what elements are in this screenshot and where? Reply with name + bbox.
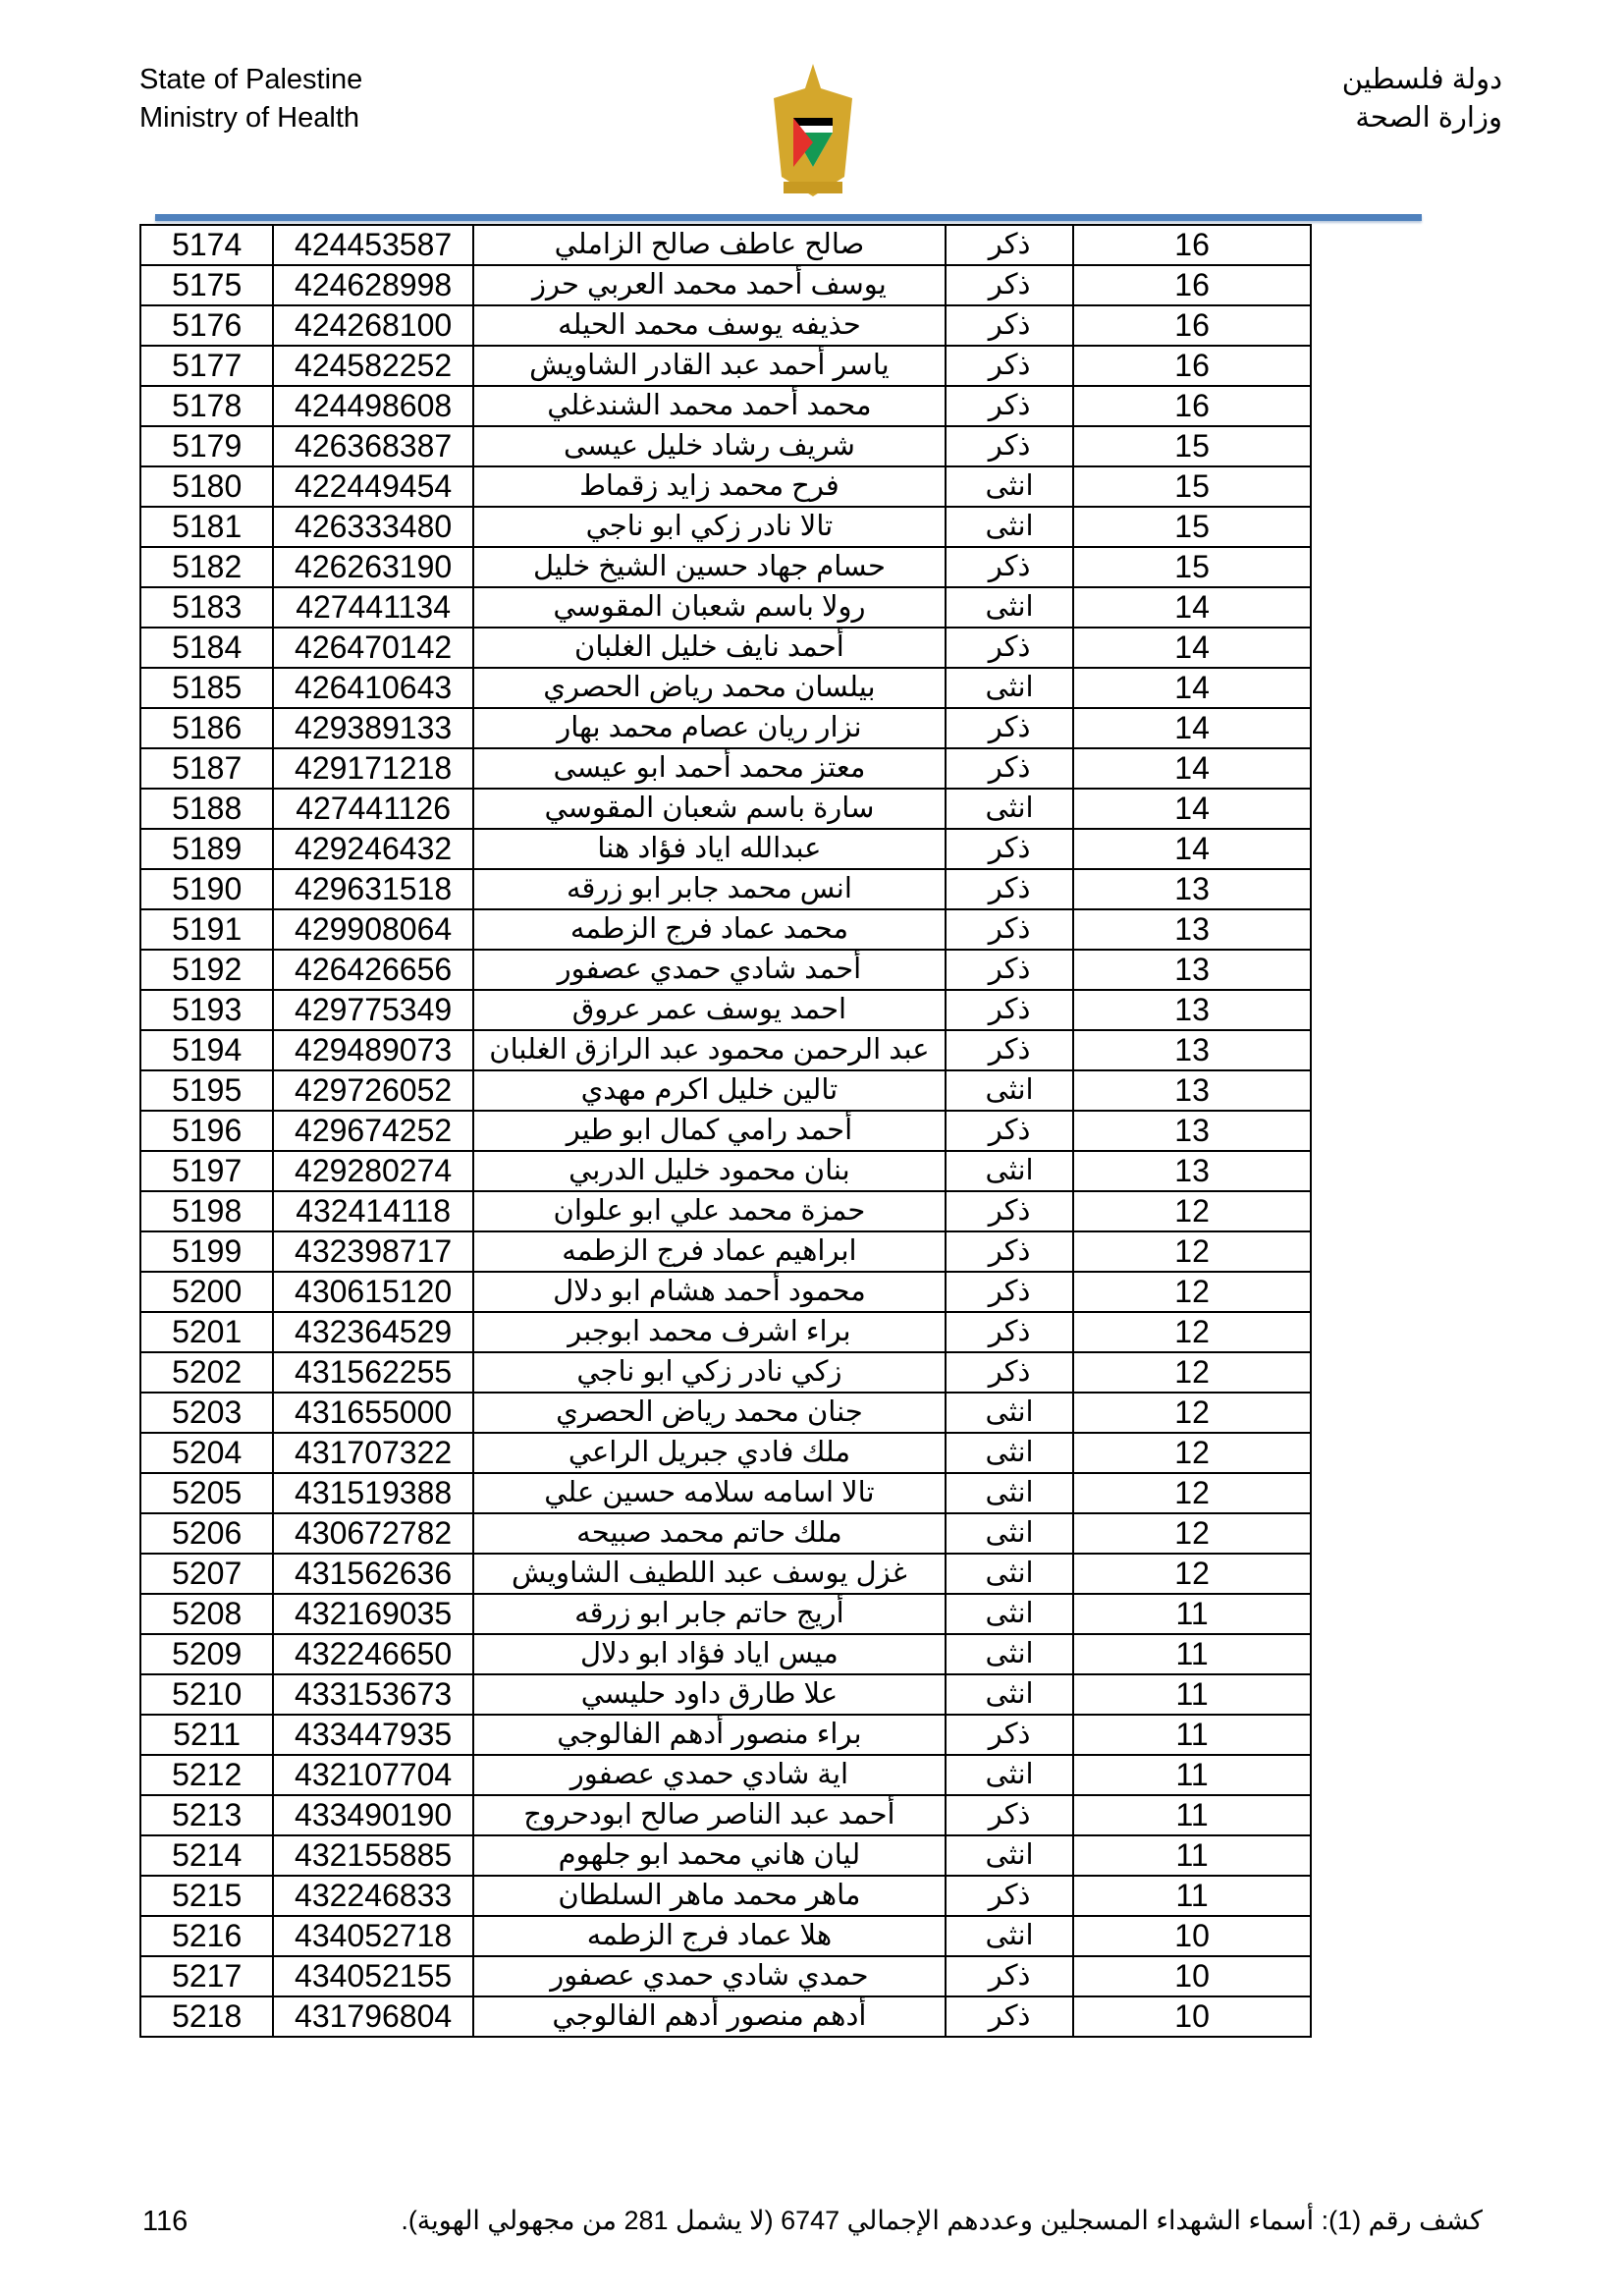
age-cell: 13 [1073,909,1311,950]
full-name-cell: بيلسان محمد رياض الحصري [473,668,946,708]
martyrs-table [139,224,1312,2038]
gender-cell: انثى [946,1393,1073,1433]
row-number-cell: 5214 [140,1835,273,1876]
id-number-cell: 429389133 [273,708,473,748]
full-name-cell: ملك فادي جبريل الراعي [473,1433,946,1473]
id-number-cell: 424268100 [273,305,473,346]
gender-cell: ذكر [946,346,1073,386]
table-row [140,305,1311,346]
id-number-cell: 431796804 [273,1996,473,2037]
full-name-cell: حمزة محمد علي ابو علوان [473,1191,946,1231]
id-number-cell: 426410643 [273,668,473,708]
id-number-cell: 426470142 [273,628,473,668]
id-number-cell: 424628998 [273,265,473,305]
id-number-cell: 430615120 [273,1272,473,1312]
header-divider [155,214,1422,221]
full-name-cell: حمدي شادي حمدي عصفور [473,1956,946,1996]
age-cell: 14 [1073,628,1311,668]
full-name-cell: حسام جهاد حسين الشيخ خليل [473,547,946,587]
id-number-cell: 432398717 [273,1231,473,1272]
age-cell: 15 [1073,507,1311,547]
gender-cell: ذكر [946,748,1073,789]
full-name-cell: بنان محمود خليل الدربي [473,1151,946,1191]
age-cell: 15 [1073,426,1311,466]
age-cell: 13 [1073,950,1311,990]
age-cell: 14 [1073,748,1311,789]
age-cell: 15 [1073,466,1311,507]
id-number-cell: 432364529 [273,1312,473,1352]
gender-cell: ذكر [946,1352,1073,1393]
gender-cell: ذكر [946,1715,1073,1755]
table-row [140,1312,1311,1352]
row-number-cell: 5176 [140,305,273,346]
table-row [140,1191,1311,1231]
id-number-cell: 432414118 [273,1191,473,1231]
table-row [140,1272,1311,1312]
age-cell: 12 [1073,1231,1311,1272]
full-name-cell: أريج حاتم جابر ابو زرقه [473,1594,946,1634]
table-row [140,748,1311,789]
id-number-cell: 434052718 [273,1916,473,1956]
row-number-cell: 5184 [140,628,273,668]
row-number-cell: 5210 [140,1674,273,1715]
gender-cell: انثى [946,1674,1073,1715]
row-number-cell: 5191 [140,909,273,950]
age-cell: 10 [1073,1996,1311,2037]
id-number-cell: 432246650 [273,1634,473,1674]
row-number-cell: 5185 [140,668,273,708]
table-row [140,1111,1311,1151]
full-name-cell: ابراهيم عماد فرج الزطمه [473,1231,946,1272]
row-number-cell: 5189 [140,829,273,869]
table-caption: كشف رقم (1): أسماء الشهداء المسجلين وعددهم الإجمالي 6747 (لا يشمل 281 من مجهولي الهوية). [401,2206,1483,2235]
age-cell: 12 [1073,1312,1311,1352]
ministry-name-ar: وزارة الصحة [1355,102,1502,134]
age-cell: 13 [1073,1030,1311,1070]
id-number-cell: 424582252 [273,346,473,386]
full-name-cell: نزار ريان عصام محمد بهار [473,708,946,748]
page-number: 116 [142,2206,189,2237]
row-number-cell: 5178 [140,386,273,426]
gender-cell: ذكر [946,909,1073,950]
id-number-cell: 424498608 [273,386,473,426]
table-row [140,1594,1311,1634]
id-number-cell: 433447935 [273,1715,473,1755]
gender-cell: ذكر [946,1030,1073,1070]
row-number-cell: 5217 [140,1956,273,1996]
row-number-cell: 5208 [140,1594,273,1634]
row-number-cell: 5186 [140,708,273,748]
full-name-cell: أحمد رامي كمال ابو طير [473,1111,946,1151]
full-name-cell: زكي نادر زكي ابو ناجي [473,1352,946,1393]
age-cell: 13 [1073,1111,1311,1151]
gender-cell: ذكر [946,1956,1073,1996]
id-number-cell: 431519388 [273,1473,473,1513]
table-row [140,1513,1311,1554]
row-number-cell: 5175 [140,265,273,305]
full-name-cell: محمد أحمد محمد الشندغلي [473,386,946,426]
table-row [140,426,1311,466]
id-number-cell: 426426656 [273,950,473,990]
table-row [140,1634,1311,1674]
age-cell: 12 [1073,1352,1311,1393]
row-number-cell: 5194 [140,1030,273,1070]
palestine-eagle-emblem-icon [754,59,872,206]
id-number-cell: 431562636 [273,1554,473,1594]
header-english [139,61,362,137]
age-cell: 12 [1073,1191,1311,1231]
id-number-cell: 432155885 [273,1835,473,1876]
table-row [140,1996,1311,2037]
table-row [140,386,1311,426]
row-number-cell: 5218 [140,1996,273,2037]
full-name-cell: ليان هاني محمد ابو جلهوم [473,1835,946,1876]
age-cell: 16 [1073,386,1311,426]
full-name-cell: أحمد شادي حمدي عصفور [473,950,946,990]
row-number-cell: 5216 [140,1916,273,1956]
row-number-cell: 5192 [140,950,273,990]
gender-cell: ذكر [946,1231,1073,1272]
row-number-cell: 5204 [140,1433,273,1473]
full-name-cell: ماهر محمد ماهر السلطان [473,1876,946,1916]
gender-cell: ذكر [946,1111,1073,1151]
age-cell: 13 [1073,990,1311,1030]
row-number-cell: 5179 [140,426,273,466]
full-name-cell: براء منصور أدهم الفالوجي [473,1715,946,1755]
age-cell: 14 [1073,789,1311,829]
gender-cell: انثى [946,587,1073,628]
id-number-cell: 429280274 [273,1151,473,1191]
age-cell: 12 [1073,1433,1311,1473]
id-number-cell: 429908064 [273,909,473,950]
table-row [140,708,1311,748]
full-name-cell: غزل يوسف عبد اللطيف الشاويش [473,1554,946,1594]
gender-cell: انثى [946,1634,1073,1674]
full-name-cell: ميس اياد فؤاد ابو دلال [473,1634,946,1674]
table-row [140,1674,1311,1715]
age-cell: 11 [1073,1594,1311,1634]
age-cell: 16 [1073,346,1311,386]
full-name-cell: محمد عماد فرج الزطمه [473,909,946,950]
table-row [140,1030,1311,1070]
age-cell: 16 [1073,265,1311,305]
age-cell: 13 [1073,1151,1311,1191]
gender-cell: ذكر [946,628,1073,668]
table-row [140,507,1311,547]
full-name-cell: ياسر أحمد عبد القادر الشاويش [473,346,946,386]
id-number-cell: 434052155 [273,1956,473,1996]
age-cell: 12 [1073,1554,1311,1594]
age-cell: 14 [1073,587,1311,628]
ministry-name-en: Ministry of Health [139,102,360,134]
gender-cell: انثى [946,789,1073,829]
state-name-ar: دولة فلسطين [1341,64,1502,95]
gender-cell: ذكر [946,225,1073,265]
age-cell: 11 [1073,1755,1311,1795]
gender-cell: ذكر [946,547,1073,587]
row-number-cell: 5188 [140,789,273,829]
id-number-cell: 430672782 [273,1513,473,1554]
row-number-cell: 5205 [140,1473,273,1513]
id-number-cell: 431707322 [273,1433,473,1473]
age-cell: 14 [1073,829,1311,869]
id-number-cell: 422449454 [273,466,473,507]
row-number-cell: 5193 [140,990,273,1030]
full-name-cell: حذيفه يوسف محمد الحيله [473,305,946,346]
id-number-cell: 427441134 [273,587,473,628]
gender-cell: انثى [946,507,1073,547]
table-row [140,547,1311,587]
full-name-cell: يوسف أحمد محمد العربي حرز [473,265,946,305]
table-row [140,668,1311,708]
age-cell: 16 [1073,225,1311,265]
table-row [140,1835,1311,1876]
full-name-cell: سارة باسم شعبان المقوسي [473,789,946,829]
age-cell: 10 [1073,1956,1311,1996]
table-row [140,628,1311,668]
row-number-cell: 5212 [140,1755,273,1795]
row-number-cell: 5211 [140,1715,273,1755]
full-name-cell: علا طارق داود حليسي [473,1674,946,1715]
table-row [140,1916,1311,1956]
table-row [140,1755,1311,1795]
row-number-cell: 5187 [140,748,273,789]
id-number-cell: 429631518 [273,869,473,909]
gender-cell: انثى [946,1151,1073,1191]
full-name-cell: معتز محمد أحمد ابو عيسى [473,748,946,789]
table-row [140,346,1311,386]
table-row [140,1433,1311,1473]
row-number-cell: 5181 [140,507,273,547]
row-number-cell: 5201 [140,1312,273,1352]
id-number-cell: 426368387 [273,426,473,466]
gender-cell: ذكر [946,305,1073,346]
table-row [140,225,1311,265]
full-name-cell: شريف رشاد خليل عيسى [473,426,946,466]
full-name-cell: انس محمد جابر ابو زرقه [473,869,946,909]
id-number-cell: 424453587 [273,225,473,265]
age-cell: 10 [1073,1916,1311,1956]
full-name-cell: أدهم منصور أدهم الفالوجي [473,1996,946,2037]
age-cell: 11 [1073,1876,1311,1916]
table-row [140,869,1311,909]
full-name-cell: عبدالله اياد فؤاد هنا [473,829,946,869]
gender-cell: انثى [946,466,1073,507]
row-number-cell: 5180 [140,466,273,507]
gender-cell: انثى [946,1755,1073,1795]
full-name-cell: جنان محمد رياض الحصري [473,1393,946,1433]
row-number-cell: 5203 [140,1393,273,1433]
full-name-cell: عبد الرحمن محمود عبد الرازق الغلبان [473,1030,946,1070]
age-cell: 13 [1073,869,1311,909]
id-number-cell: 429726052 [273,1070,473,1111]
gender-cell: ذكر [946,869,1073,909]
full-name-cell: تالا اسامه سلامه حسين علي [473,1473,946,1513]
gender-cell: انثى [946,1070,1073,1111]
id-number-cell: 432246833 [273,1876,473,1916]
id-number-cell: 429246432 [273,829,473,869]
row-number-cell: 5202 [140,1352,273,1393]
row-number-cell: 5182 [140,547,273,587]
row-number-cell: 5195 [140,1070,273,1111]
full-name-cell: فرح محمد زايد زقماط [473,466,946,507]
gender-cell: ذكر [946,1876,1073,1916]
table-row [140,1231,1311,1272]
table-row [140,265,1311,305]
id-number-cell: 433153673 [273,1674,473,1715]
header-arabic [1342,61,1502,137]
age-cell: 14 [1073,708,1311,748]
full-name-cell: محمود أحمد هشام ابو دلال [473,1272,946,1312]
table-row [140,1070,1311,1111]
table-row [140,829,1311,869]
table-row [140,1956,1311,1996]
age-cell: 12 [1073,1513,1311,1554]
row-number-cell: 5174 [140,225,273,265]
gender-cell: ذكر [946,426,1073,466]
id-number-cell: 427441126 [273,789,473,829]
full-name-cell: براء اشرف محمد ابوجبر [473,1312,946,1352]
gender-cell: انثى [946,1473,1073,1513]
gender-cell: ذكر [946,1312,1073,1352]
gender-cell: ذكر [946,950,1073,990]
state-name-en: State of Palestine [139,64,363,95]
gender-cell: ذكر [946,265,1073,305]
age-cell: 12 [1073,1473,1311,1513]
age-cell: 11 [1073,1795,1311,1835]
full-name-cell: صالح عاطف صالح الزاملي [473,225,946,265]
id-number-cell: 426333480 [273,507,473,547]
table-row [140,950,1311,990]
id-number-cell: 426263190 [273,547,473,587]
age-cell: 15 [1073,547,1311,587]
gender-cell: انثى [946,1594,1073,1634]
table-row [140,587,1311,628]
age-cell: 11 [1073,1715,1311,1755]
table-row [140,1876,1311,1916]
gender-cell: انثى [946,1513,1073,1554]
id-number-cell: 429775349 [273,990,473,1030]
age-cell: 11 [1073,1674,1311,1715]
gender-cell: ذكر [946,386,1073,426]
row-number-cell: 5199 [140,1231,273,1272]
age-cell: 12 [1073,1393,1311,1433]
row-number-cell: 5206 [140,1513,273,1554]
row-number-cell: 5196 [140,1111,273,1151]
full-name-cell: هلا عماد فرج الزطمه [473,1916,946,1956]
age-cell: 12 [1073,1272,1311,1312]
gender-cell: ذكر [946,1272,1073,1312]
table-row [140,1352,1311,1393]
id-number-cell: 433490190 [273,1795,473,1835]
id-number-cell: 431655000 [273,1393,473,1433]
full-name-cell: أحمد عبد الناصر صالح ابودحروج [473,1795,946,1835]
full-name-cell: رولا باسم شعبان المقوسي [473,587,946,628]
gender-cell: انثى [946,1835,1073,1876]
table-row [140,1715,1311,1755]
row-number-cell: 5197 [140,1151,273,1191]
gender-cell: ذكر [946,708,1073,748]
row-number-cell: 5209 [140,1634,273,1674]
age-cell: 14 [1073,668,1311,708]
gender-cell: انثى [946,1916,1073,1956]
gender-cell: ذكر [946,990,1073,1030]
row-number-cell: 5213 [140,1795,273,1835]
table-row [140,909,1311,950]
table-row [140,1393,1311,1433]
gender-cell: ذكر [946,829,1073,869]
row-number-cell: 5215 [140,1876,273,1916]
row-number-cell: 5198 [140,1191,273,1231]
age-cell: 11 [1073,1835,1311,1876]
full-name-cell: احمد يوسف عمر عروق [473,990,946,1030]
age-cell: 11 [1073,1634,1311,1674]
table-row [140,1151,1311,1191]
gender-cell: انثى [946,1554,1073,1594]
row-number-cell: 5207 [140,1554,273,1594]
row-number-cell: 5190 [140,869,273,909]
table-row [140,1473,1311,1513]
gender-cell: انثى [946,668,1073,708]
id-number-cell: 432107704 [273,1755,473,1795]
table-row [140,990,1311,1030]
id-number-cell: 429171218 [273,748,473,789]
age-cell: 13 [1073,1070,1311,1111]
table-row [140,1795,1311,1835]
full-name-cell: تالين خليل اكرم مهدي [473,1070,946,1111]
gender-cell: ذكر [946,1795,1073,1835]
row-number-cell: 5183 [140,587,273,628]
id-number-cell: 429674252 [273,1111,473,1151]
full-name-cell: ملك حاتم محمد صبيحه [473,1513,946,1554]
gender-cell: انثى [946,1433,1073,1473]
full-name-cell: تالا نادر زكي ابو ناجي [473,507,946,547]
row-number-cell: 5177 [140,346,273,386]
age-cell: 16 [1073,305,1311,346]
gender-cell: ذكر [946,1191,1073,1231]
full-name-cell: أحمد نايف خليل الغلبان [473,628,946,668]
id-number-cell: 432169035 [273,1594,473,1634]
table-row [140,789,1311,829]
full-name-cell: اية شادي حمدي عصفور [473,1755,946,1795]
gender-cell: ذكر [946,1996,1073,2037]
id-number-cell: 431562255 [273,1352,473,1393]
table-row [140,466,1311,507]
row-number-cell: 5200 [140,1272,273,1312]
id-number-cell: 429489073 [273,1030,473,1070]
table-row [140,1554,1311,1594]
